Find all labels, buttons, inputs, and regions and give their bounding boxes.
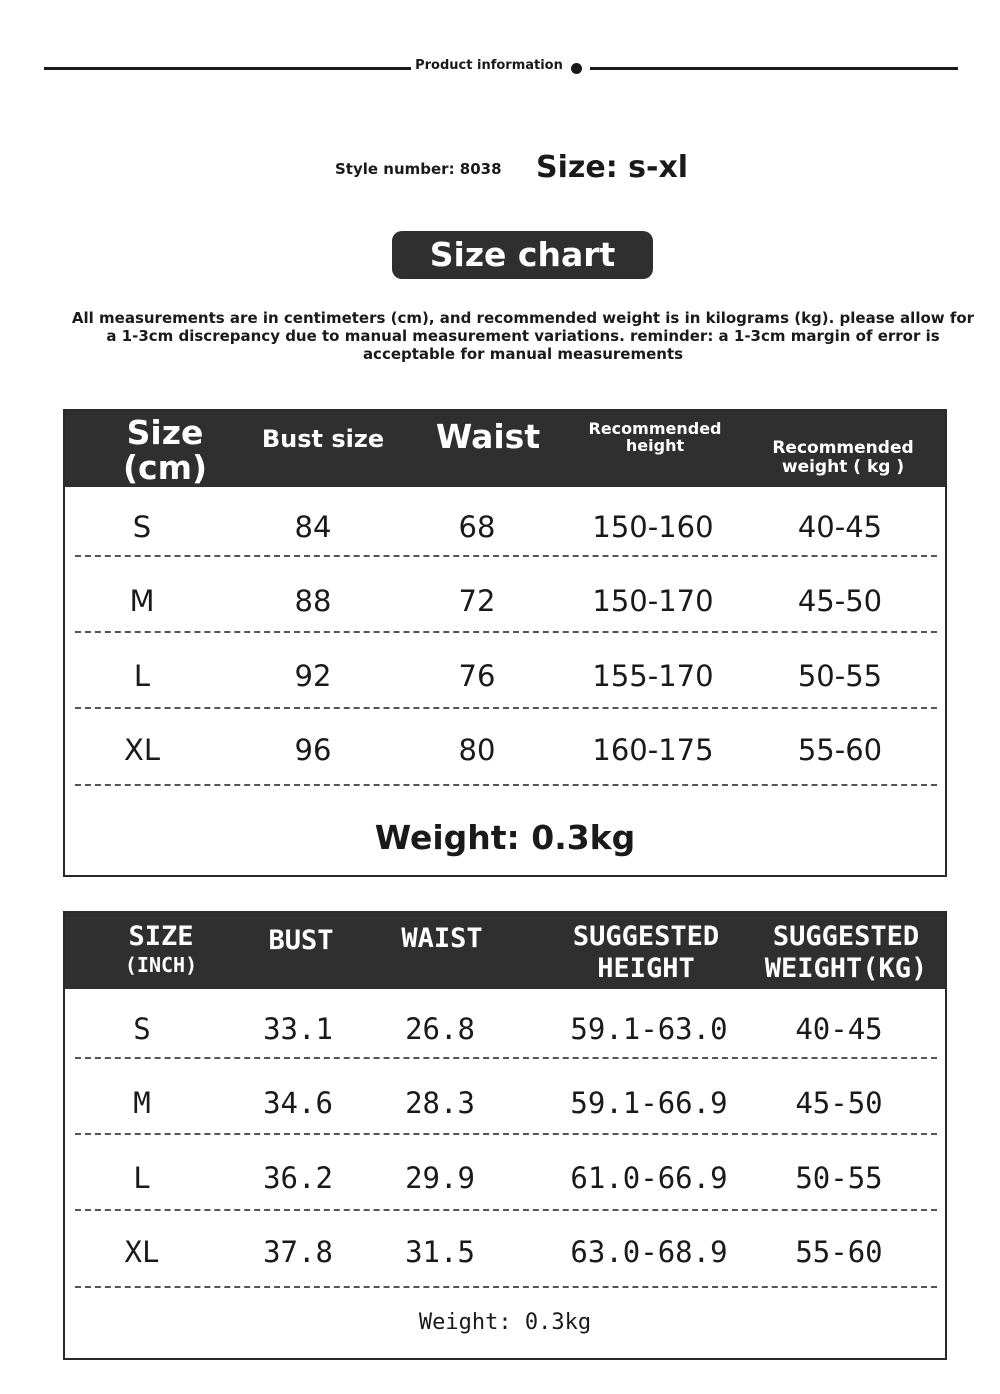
cell-waist: 31.5 — [405, 1235, 475, 1269]
header-waist: Waist — [435, 417, 541, 456]
header-divider-right — [590, 67, 958, 70]
package-weight-inch: Weight: 0.3kg — [418, 1310, 592, 1335]
table-header-cm — [65, 411, 945, 487]
cell-weight: 55-60 — [795, 1235, 883, 1269]
cell-size: XL — [123, 733, 161, 767]
header-size — [115, 415, 215, 485]
style-number: Style number: 8038 — [335, 160, 502, 178]
header-size-label: SIZE — [128, 921, 194, 952]
table-row — [65, 564, 945, 639]
cell-size: S — [132, 510, 152, 544]
table-row — [65, 1215, 945, 1290]
cell-bust: 92 — [294, 659, 332, 693]
cell-weight: 40-45 — [795, 1012, 883, 1046]
row-separator — [75, 1133, 937, 1135]
row-separator — [75, 1057, 937, 1059]
row-separator — [75, 631, 937, 633]
header-bust: BUST — [268, 925, 334, 956]
cell-weight: 50-55 — [797, 659, 883, 693]
cell-waist: 26.8 — [405, 1012, 475, 1046]
cell-height: 61.0-66.9 — [570, 1161, 728, 1195]
cell-waist: 29.9 — [405, 1161, 475, 1195]
table-row — [65, 639, 945, 714]
row-separator — [75, 784, 937, 786]
cell-height: 150-160 — [592, 510, 714, 544]
cell-height: 150-170 — [592, 584, 714, 618]
cell-bust: 34.6 — [263, 1086, 333, 1120]
header-weight-line1: SUGGESTED — [772, 921, 920, 952]
cell-waist: 28.3 — [405, 1086, 475, 1120]
cell-bust: 96 — [294, 733, 332, 767]
cell-bust: 37.8 — [263, 1235, 333, 1269]
size-table-cm — [63, 409, 947, 877]
cell-weight: 45-50 — [795, 1086, 883, 1120]
cell-weight: 40-45 — [797, 510, 883, 544]
header-height: Recommended height — [588, 419, 722, 455]
table-header-inch — [65, 913, 945, 989]
cell-waist: 68 — [458, 510, 496, 544]
header-size-label: Size — [126, 413, 204, 452]
header-height-line1: SUGGESTED — [572, 921, 720, 952]
header-bust: Bust size — [261, 425, 385, 453]
cell-weight: 45-50 — [797, 584, 883, 618]
size-range: Size: s-xl — [536, 150, 689, 185]
cell-height: 59.1-66.9 — [570, 1086, 728, 1120]
header-height-line2: HEIGHT — [597, 953, 695, 984]
table-row — [65, 713, 945, 788]
header-weight: Recommended weight ( kg ) — [772, 438, 914, 477]
header-size-unit: (cm) — [122, 448, 208, 487]
cell-size: XL — [124, 1235, 160, 1269]
cell-height: 155-170 — [592, 659, 714, 693]
row-separator — [75, 1286, 937, 1288]
header-size — [109, 921, 213, 977]
header-height — [557, 921, 735, 985]
cell-bust: 33.1 — [263, 1012, 333, 1046]
cell-bust: 36.2 — [263, 1161, 333, 1195]
divider-dot-icon — [571, 63, 582, 74]
cell-weight: 50-55 — [795, 1161, 883, 1195]
table-row — [65, 992, 945, 1067]
header-weight-line2: WEIGHT(KG) — [764, 953, 928, 984]
cell-waist: 72 — [458, 584, 496, 618]
cell-height: 59.1-63.0 — [570, 1012, 728, 1046]
package-weight-cm: Weight: 0.3kg — [374, 818, 636, 857]
measurement-notice: All measurements are in centimeters (cm), and recommended weight is in kilograms (kg). please allow for a 1-3cm discrepancy due to manual measurement variations. reminder: a 1-3cm margin of error is acceptable for manual measurements — [71, 309, 975, 363]
cell-size: S — [133, 1012, 151, 1046]
header-waist: WAIST — [401, 923, 483, 954]
header-size-unit: (INCH) — [124, 953, 198, 977]
header-weight — [751, 921, 941, 985]
row-separator — [75, 555, 937, 557]
cell-height: 160-175 — [592, 733, 714, 767]
cell-waist: 80 — [458, 733, 496, 767]
cell-waist: 76 — [458, 659, 496, 693]
row-separator — [75, 707, 937, 709]
table-row — [65, 490, 945, 565]
cell-bust: 88 — [294, 584, 332, 618]
cell-weight: 55-60 — [797, 733, 883, 767]
cell-size: M — [133, 1086, 151, 1120]
cell-bust: 84 — [294, 510, 332, 544]
header-divider-left — [44, 67, 411, 70]
row-separator — [75, 1209, 937, 1211]
cell-size: M — [129, 584, 155, 618]
size-table-inch — [63, 911, 947, 1360]
cell-height: 63.0-68.9 — [570, 1235, 728, 1269]
cell-size: L — [133, 659, 151, 693]
table-row — [65, 1066, 945, 1141]
size-chart-badge: Size chart — [392, 231, 653, 279]
cell-size: L — [133, 1161, 151, 1195]
table-row — [65, 1141, 945, 1216]
product-information-title: Product information — [415, 58, 563, 73]
